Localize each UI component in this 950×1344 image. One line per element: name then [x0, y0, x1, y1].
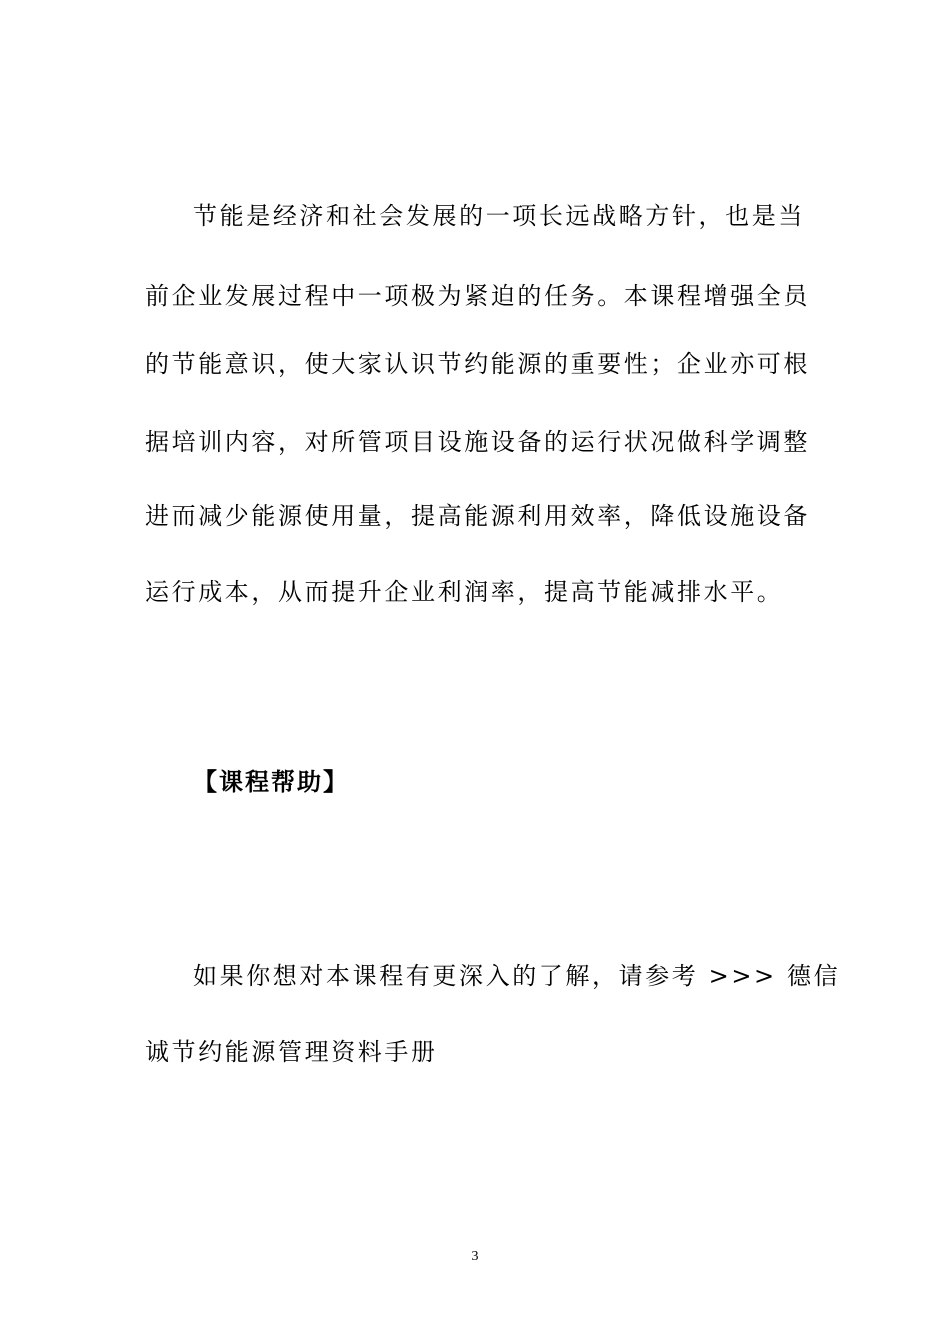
paragraph-1-line-1: 节能是经济和社会发展的一项长远战略方针，也是当: [193, 202, 805, 230]
paragraph-1-line-5: 进而减少能源使用量，提高能源利用效率，降低设施设备: [145, 502, 810, 530]
paragraph-1-line-6: 运行成本，从而提升企业利润率，提高节能减排水平。: [145, 578, 784, 606]
page-number: 3: [471, 1249, 479, 1264]
section-heading: 【课程帮助】: [193, 767, 349, 796]
paragraph-2-line-1: 如果你想对本课程有更深入的了解，请参考 >>> 德信: [193, 962, 841, 990]
paragraph-1-line-3: 的节能意识，使大家认识节约能源的重要性；企业亦可根: [145, 350, 810, 378]
paragraph-1-line-4: 据培训内容，对所管项目设施设备的运行状况做科学调整: [145, 428, 810, 456]
paragraph-1-line-2: 前企业发展过程中一项极为紧迫的任务。本课程增强全员: [145, 282, 810, 310]
paragraph-2-line-2: 诚节约能源管理资料手册: [145, 1038, 438, 1066]
